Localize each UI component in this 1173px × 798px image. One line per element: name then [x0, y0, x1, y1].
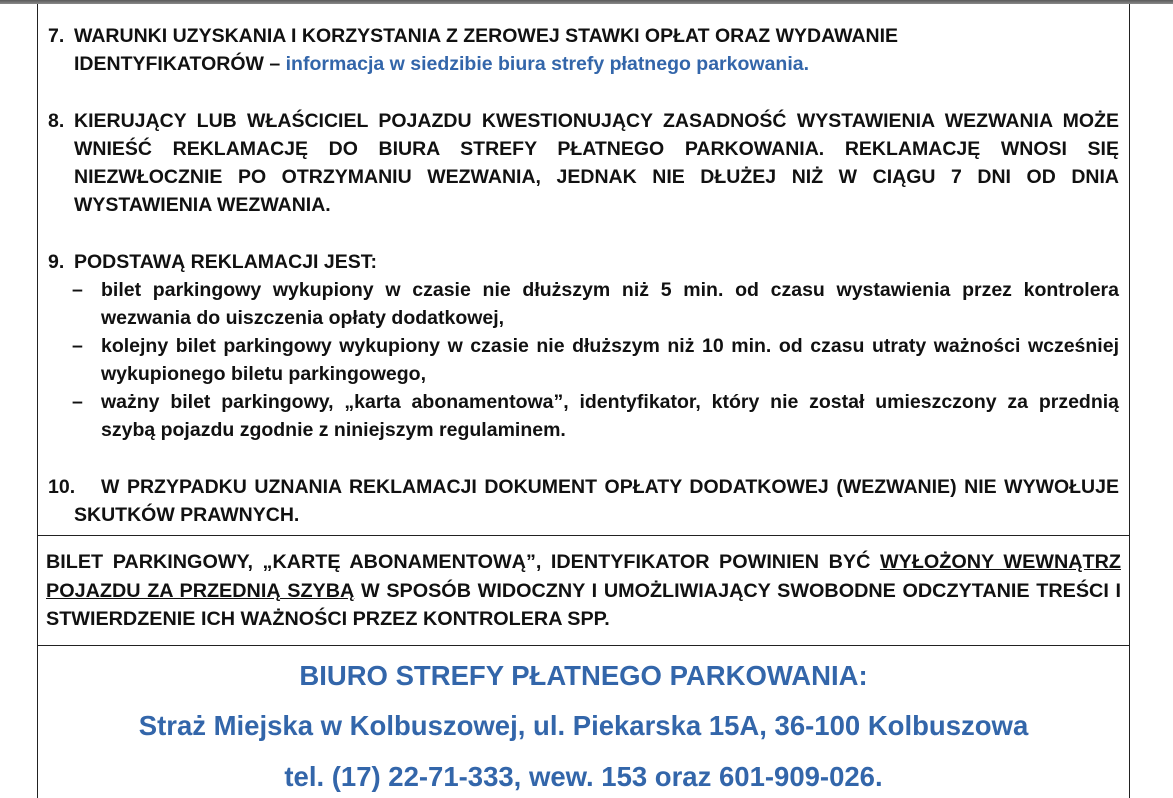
- item-7-info: informacja w siedzibie biura strefy płatnego parkowania.: [285, 53, 810, 75]
- item-10-number: 10.: [48, 476, 76, 498]
- notice-box: [38, 548, 1129, 634]
- dash-bullet: –: [72, 279, 83, 301]
- section-item-9: [38, 248, 1129, 444]
- item-7-title-line1: WARUNKI UZYSKANIA I KORZYSTANIA Z ZEROWEJ STAWKI OPŁAT ORAZ WYDAWANIE: [74, 25, 899, 47]
- office-title: BIURO STREFY PŁATNEGO PARKOWANIA:: [299, 660, 868, 691]
- item-9-number: 9.: [48, 251, 65, 273]
- notice-part1: BILET PARKINGOWY, „KARTĘ ABONAMENTOWĄ”, IDENTYFIKATOR POWINIEN BYĆ: [46, 551, 880, 573]
- item-8-number: 8.: [48, 110, 65, 132]
- section-item-10: [38, 473, 1129, 529]
- item-8-text: KIERUJĄCY LUB WŁAŚCICIEL POJAZDU KWESTIONUJĄCY ZASADNOŚĆ WYSTAWIENIA WEZWANIA MOŻE WNIEŚĆ REKLAMACJĘ DO BIURA STREFY PŁATNEGO PARKOWANIA. REKLAMACJĘ WNOSI SIĘ NIEZWŁOCZNIE PO OTRZYMANIU WEZWANIA, JEDNAK NIE DŁUŻEJ NIŻ W CIĄGU 7 DNI OD DNIA WYSTAWIENIA WEZWANIA.: [74, 110, 1119, 216]
- item-10-text: W PRZYPADKU UZNANIA REKLAMACJI DOKUMENT OPŁATY DODATKOWEJ (WEZWANIE) NIE WYWOŁUJE SKUTKÓW PRAWNYCH.: [74, 476, 1119, 526]
- divider-top-notice: [38, 535, 1129, 536]
- item-9-title: PODSTAWĄ REKLAMACJI JEST:: [74, 251, 377, 273]
- section-item-7: [38, 22, 1129, 78]
- item-10-paragraph: [48, 473, 1119, 529]
- dash-bullet: –: [72, 391, 83, 413]
- list-item: [48, 332, 1119, 388]
- list-item-text: kolejny bilet parkingowy wykupiony w czasie nie dłuższym niż 10 min. od czasu utraty ważności wcześniej wykupionego biletu parkingowego,: [101, 335, 1119, 385]
- office-phone: tel. (17) 22-71-333, wew. 153 oraz 601-909-026.: [284, 761, 883, 792]
- notice-part2: W SPOSÓB WIDOCZNY I UMOŻLIWIAJĄCY SWOBODNE ODCZYTANIE TREŚCI I STWIERDZENIE ICH WAŻNOŚCI PRZEZ KONTROLERA SPP.: [46, 579, 1121, 630]
- office-address: Straż Miejska w Kolbuszowej, ul. Piekarska 15A, 36-100 Kolbuszowa: [138, 710, 1029, 741]
- dash-bullet: –: [72, 335, 83, 357]
- item-7-paragraph: [48, 22, 1119, 78]
- document-frame: [37, 4, 1130, 798]
- item-7-title-line2: IDENTYFIKATORÓW –: [74, 53, 286, 75]
- item-7-number: 7.: [48, 25, 65, 47]
- notice-underlined: WYŁOŻONY WEWNĄTRZ POJAZDU ZA PRZEDNIĄ SZYBĄ: [46, 551, 1121, 602]
- item-9-heading: [48, 248, 1119, 276]
- list-item: [48, 276, 1119, 332]
- section-item-8: [38, 107, 1129, 219]
- notice-text: [46, 548, 1121, 634]
- office-info: [38, 652, 1129, 798]
- list-item-text: bilet parkingowy wykupiony w czasie nie dłuższym niż 5 min. od czasu wystawienia przez kontrolera wezwania do uiszczenia opłaty dodatkowej,: [101, 279, 1119, 329]
- list-item-text: ważny bilet parkingowy, „karta abonamentowa”, identyfikator, który nie został umieszczony za przednią szybą pojazdu zgodnie z niniejszym regulaminem.: [101, 391, 1119, 441]
- divider-bottom-notice: [38, 645, 1129, 646]
- item-8-paragraph: [48, 107, 1119, 219]
- list-item: [48, 388, 1119, 444]
